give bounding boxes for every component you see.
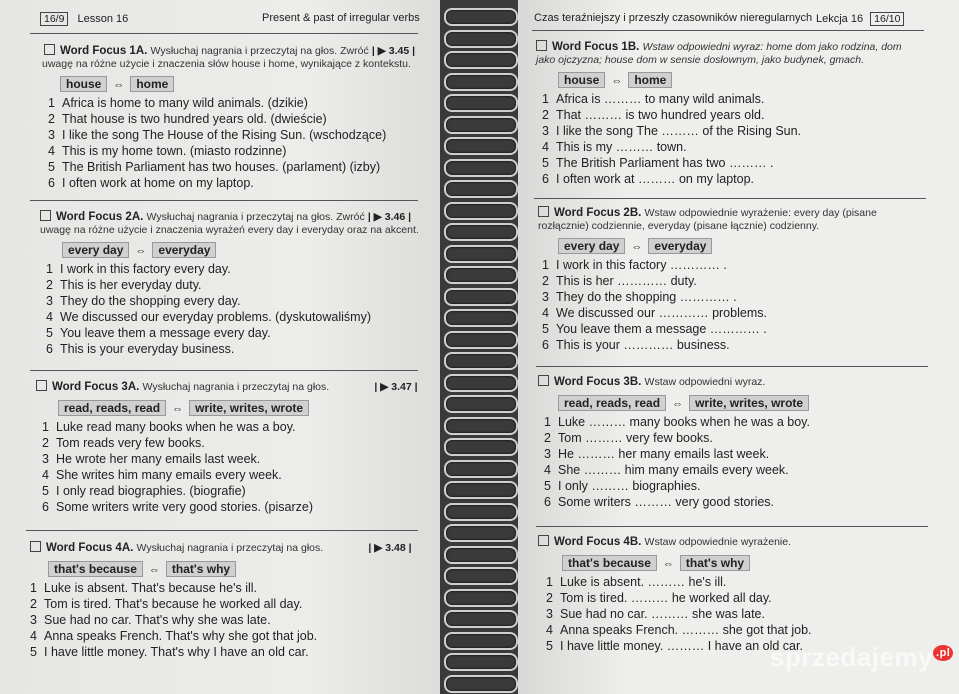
item-number: 4 xyxy=(542,306,549,320)
sentence-text: This is your ………… business. xyxy=(556,338,730,352)
item-number: 2 xyxy=(30,597,37,611)
sentence-text: I like the song The ……… of the Rising Sun. xyxy=(556,124,802,138)
spiral-ring xyxy=(444,159,518,177)
item-number: 1 xyxy=(546,575,553,589)
sentence-item xyxy=(542,139,936,155)
item-number: 5 xyxy=(542,322,549,336)
sentence-item xyxy=(30,628,420,644)
section-title: Word Focus 1B. xyxy=(552,41,640,53)
spiral-ring xyxy=(444,481,518,499)
sentence-list xyxy=(42,419,420,515)
sentence-text: He wrote her many emails last week. xyxy=(56,452,261,466)
checkbox[interactable] xyxy=(538,375,549,386)
spiral-ring xyxy=(444,288,518,306)
item-number: 4 xyxy=(542,140,549,154)
item-number: 3 xyxy=(542,124,549,138)
word-tag: that's why xyxy=(680,555,750,571)
item-number: 3 xyxy=(546,607,553,621)
left-page-number: 16/9 xyxy=(40,12,68,26)
instruction: Wstaw odpowiedni wyraz: home dom jako rodzina, dom xyxy=(642,41,902,53)
sentence-item xyxy=(546,590,938,606)
section-4a xyxy=(30,541,420,660)
sentence-item xyxy=(544,430,938,446)
sentence-list xyxy=(542,257,938,353)
sentence-item xyxy=(544,462,938,478)
divider xyxy=(30,200,418,201)
checkbox[interactable] xyxy=(536,40,547,51)
sentence-text: This is my ……… town. xyxy=(556,140,687,154)
sentence-text: Africa is home to many wild animals. (dzikie) xyxy=(62,96,308,110)
word-tag: everyday xyxy=(648,238,712,254)
divider xyxy=(536,526,928,527)
sentence-text: I work in this factory every day. xyxy=(60,262,231,276)
word-tag: read, reads, read xyxy=(58,400,166,416)
right-page xyxy=(518,0,959,694)
item-number: 6 xyxy=(542,338,549,352)
sentence-item xyxy=(46,261,420,277)
sentence-item xyxy=(542,273,938,289)
audio-track[interactable]: | ▶ 3.47 | xyxy=(374,381,418,393)
sentence-text: Tom reads very few books. xyxy=(56,436,205,450)
word-tag: every day xyxy=(558,238,625,254)
divider xyxy=(534,198,926,199)
item-number: 6 xyxy=(46,342,53,356)
spiral-ring xyxy=(444,653,518,671)
word-tag: read, reads, read xyxy=(558,395,666,411)
sentence-text: Sue had no car. That's why she was late. xyxy=(44,613,271,627)
spiral-ring xyxy=(444,460,518,478)
item-number: 4 xyxy=(30,629,37,643)
spiral-ring xyxy=(444,223,518,241)
sentence-text: He ……… her many emails last week. xyxy=(558,447,770,461)
item-number: 1 xyxy=(30,581,37,595)
sentence-item xyxy=(546,606,938,622)
section-1a xyxy=(44,44,424,191)
sentence-item xyxy=(46,293,420,309)
sentence-text: This is her everyday duty. xyxy=(60,278,202,292)
sentence-text: Sue had no car. ……… she was late. xyxy=(560,607,765,621)
spiral-ring xyxy=(444,137,518,155)
divider xyxy=(26,530,418,531)
word-tag: that's because xyxy=(48,561,143,577)
instruction: Wstaw odpowiednie wyrażenie: every day (pisane xyxy=(644,207,877,219)
sentence-item xyxy=(544,494,938,510)
spiral-ring xyxy=(444,546,518,564)
sentence-text: Luke is absent. ……… he's ill. xyxy=(560,575,727,589)
word-tag: write, writes, wrote xyxy=(189,400,309,416)
spiral-ring xyxy=(444,180,518,198)
sentence-item xyxy=(30,580,420,596)
section-title: Word Focus 4A. xyxy=(46,542,134,554)
spiral-ring xyxy=(444,589,518,607)
item-number: 1 xyxy=(42,420,49,434)
checkbox[interactable] xyxy=(44,44,55,55)
section-2a xyxy=(40,210,420,357)
instruction: Wysłuchaj nagrania i przeczytaj na głos. Zwróć xyxy=(146,211,365,223)
sentence-text: Some writers ……… very good stories. xyxy=(558,495,775,509)
right-header-title: Czas teraźniejszy i przeszły czasowników nieregularnych xyxy=(534,12,813,24)
sentence-text: This is my home town. (miasto rodzinne) xyxy=(62,144,287,158)
item-number: 6 xyxy=(42,500,49,514)
sentence-item xyxy=(542,321,938,337)
sentence-list xyxy=(46,261,420,357)
item-number: 5 xyxy=(48,160,55,174)
divider xyxy=(536,366,928,367)
sentence-text: Luke read many books when he was a boy. xyxy=(56,420,296,434)
instruction: Wysłuchaj nagrania i przeczytaj na głos. xyxy=(142,381,330,393)
spiral-ring xyxy=(444,116,518,134)
sentence-text: She ……… him many emails every week. xyxy=(558,463,789,477)
item-number: 1 xyxy=(544,415,551,429)
sentence-item xyxy=(542,91,936,107)
item-number: 2 xyxy=(546,591,553,605)
section-title: Word Focus 3A. xyxy=(52,381,140,393)
sentence-list xyxy=(30,580,420,660)
instruction-2: rozłącznie) codziennie, everyday (pisane łącznie) codzienny. xyxy=(538,220,820,232)
sentence-text: I have little money. That's why I have an old car. xyxy=(44,645,309,659)
sentence-item xyxy=(30,596,420,612)
section-title: Word Focus 4B. xyxy=(554,536,642,548)
section-3a xyxy=(36,380,420,515)
item-number: 5 xyxy=(544,479,551,493)
item-number: 5 xyxy=(542,156,549,170)
item-number: 3 xyxy=(48,128,55,142)
item-number: 2 xyxy=(544,431,551,445)
spiral-ring xyxy=(444,417,518,435)
spiral-ring xyxy=(444,610,518,628)
spiral-ring xyxy=(444,331,518,349)
audio-track[interactable]: | ▶ 3.45 | xyxy=(371,45,416,57)
spiral-ring xyxy=(444,632,518,650)
sentence-item xyxy=(542,337,938,353)
sentence-item xyxy=(42,451,420,467)
word-tag: home xyxy=(628,72,672,88)
left-header xyxy=(40,12,128,26)
left-lesson: Lesson 16 xyxy=(77,13,129,25)
divider xyxy=(30,33,418,34)
word-tag: everyday xyxy=(152,242,216,258)
sentence-text: You leave them a message ………… . xyxy=(556,322,767,336)
sentence-item xyxy=(544,478,938,494)
instruction: Wstaw odpowiedni wyraz. xyxy=(644,376,766,388)
sentence-item xyxy=(542,171,936,187)
section-2b xyxy=(538,206,938,353)
spiral-ring xyxy=(444,503,518,521)
sentence-item xyxy=(46,309,420,325)
item-number: 3 xyxy=(544,447,551,461)
sentence-text: Anna speaks French. That's why she got that job. xyxy=(44,629,318,643)
instruction: Wstaw odpowiednie wyrażenie. xyxy=(644,536,792,548)
word-tag: every day xyxy=(62,242,129,258)
checkbox[interactable] xyxy=(538,206,549,217)
double-arrow-icon: ⇔ xyxy=(662,558,674,570)
sentence-text: Some writers write very good stories. (pisarze) xyxy=(56,500,314,514)
section-title: Word Focus 2A. xyxy=(56,211,144,223)
sentence-item xyxy=(42,483,420,499)
audio-track[interactable]: | ▶ 3.48 | xyxy=(368,542,412,554)
item-number: 6 xyxy=(48,176,55,190)
sentence-item xyxy=(30,612,420,628)
sentence-text: The British Parliament has two houses. (parlament) (izby) xyxy=(62,160,381,174)
item-number: 5 xyxy=(46,326,53,340)
spiral-ring xyxy=(444,94,518,112)
sentence-list xyxy=(48,95,424,191)
spiral-ring xyxy=(444,524,518,542)
sentence-text: Africa is ……… to many wild animals. xyxy=(556,92,765,106)
sentence-item xyxy=(544,446,938,462)
sentence-item xyxy=(42,419,420,435)
sentence-list xyxy=(542,91,936,187)
watermark: sprzedajemy $^{.pl}$ xyxy=(770,642,953,673)
item-number: 3 xyxy=(42,452,49,466)
sentence-text: I often work at home on my laptop. xyxy=(62,176,254,190)
section-title: Word Focus 3B. xyxy=(554,376,642,388)
sentence-item xyxy=(48,111,424,127)
spiral-ring xyxy=(444,352,518,370)
sentence-item xyxy=(48,127,424,143)
divider xyxy=(532,30,924,31)
item-number: 1 xyxy=(542,92,549,106)
spiral-ring xyxy=(444,202,518,220)
sentence-text: The British Parliament has two ……… . xyxy=(556,156,774,170)
double-arrow-icon: ⇔ xyxy=(148,564,160,576)
checkbox[interactable] xyxy=(40,210,51,221)
sentence-text: That house is two hundred years old. (dwieście) xyxy=(62,112,327,126)
sentence-text: They do the shopping every day. xyxy=(60,294,241,308)
section-1b xyxy=(536,40,936,187)
spiral-ring xyxy=(444,395,518,413)
spiral-ring xyxy=(444,567,518,585)
item-number: 1 xyxy=(48,96,55,110)
double-arrow-icon: ⇔ xyxy=(611,75,623,87)
checkbox[interactable] xyxy=(36,380,47,391)
sentence-item xyxy=(46,325,420,341)
sentence-text: She writes him many emails every week. xyxy=(56,468,282,482)
double-arrow-icon: ⇔ xyxy=(113,79,125,91)
right-lesson: Lekcja 16 xyxy=(816,13,864,25)
word-tag: write, writes, wrote xyxy=(689,395,809,411)
sentence-text: I only ……… biographies. xyxy=(558,479,701,493)
word-tag: that's why xyxy=(166,561,236,577)
sentence-item xyxy=(48,159,424,175)
sentence-item xyxy=(46,341,420,357)
spiral-binding xyxy=(440,0,518,694)
sentence-item xyxy=(542,257,938,273)
instruction-2: uwagę na różne użycie i znaczenia słów house i home, wynikające z kontekstu. xyxy=(42,58,411,70)
double-arrow-icon: ⇔ xyxy=(135,245,147,257)
double-arrow-icon: ⇔ xyxy=(631,241,643,253)
sentence-item xyxy=(542,107,936,123)
spiral-ring xyxy=(444,8,518,26)
sentence-item xyxy=(42,499,420,515)
sentence-text: Tom is tired. That's because he worked all day. xyxy=(44,597,303,611)
spiral-ring xyxy=(444,51,518,69)
item-number: 2 xyxy=(542,108,549,122)
sentence-item xyxy=(542,289,938,305)
sentence-item xyxy=(542,123,936,139)
instruction: Wysłuchaj nagrania i przeczytaj na głos. Zwróć xyxy=(150,45,369,57)
sentence-item xyxy=(542,305,938,321)
item-number: 4 xyxy=(544,463,551,477)
sentence-text: I work in this factory ………… . xyxy=(556,258,727,272)
item-number: 5 xyxy=(546,639,553,653)
word-tag: house xyxy=(558,72,605,88)
spiral-ring xyxy=(444,245,518,263)
spiral-ring xyxy=(444,438,518,456)
item-number: 1 xyxy=(542,258,549,272)
sentence-text: This is your everyday business. xyxy=(60,342,235,356)
sentence-text: I only read biographies. (biografie) xyxy=(56,484,246,498)
audio-track[interactable]: | ▶ 3.46 | xyxy=(367,211,412,223)
item-number: 2 xyxy=(48,112,55,126)
instruction-2: jako ojczyzna; house dom w sensie dosłownym, jako budynek, gmach. xyxy=(536,54,865,66)
right-page-number: 16/10 xyxy=(870,12,904,26)
sentence-item xyxy=(42,435,420,451)
sentence-item xyxy=(42,467,420,483)
sentence-text: I like the song The House of the Rising Sun. (wschodzące) xyxy=(62,128,387,142)
sentence-text: I often work at ……… on my laptop. xyxy=(556,172,754,186)
left-page xyxy=(0,0,440,694)
double-arrow-icon: ⇔ xyxy=(172,403,184,415)
instruction-2: uwagę na różne użycie i znaczenia wyrażeń every day i everyday oraz na akcent. xyxy=(40,224,419,236)
double-arrow-icon: ⇔ xyxy=(672,398,684,410)
item-number: 6 xyxy=(544,495,551,509)
item-number: 4 xyxy=(546,623,553,637)
sentence-text: Tom ……… very few books. xyxy=(558,431,713,445)
item-number: 2 xyxy=(46,278,53,292)
word-tag: home xyxy=(130,76,174,92)
spiral-ring xyxy=(444,309,518,327)
section-3b xyxy=(538,375,938,510)
spiral-ring xyxy=(444,30,518,48)
sentence-text: Tom is tired. ……… he worked all day. xyxy=(560,591,772,605)
item-number: 4 xyxy=(46,310,53,324)
checkbox[interactable] xyxy=(538,535,549,546)
item-number: 2 xyxy=(42,436,49,450)
sentence-text: We discussed our ………… problems. xyxy=(556,306,767,320)
sentence-item xyxy=(30,644,420,660)
sentence-item xyxy=(546,574,938,590)
item-number: 4 xyxy=(42,468,49,482)
item-number: 3 xyxy=(542,290,549,304)
left-header-title: Present & past of irregular verbs xyxy=(262,12,420,24)
spiral-ring xyxy=(444,675,518,693)
sentence-text: Luke ……… many books when he was a boy. xyxy=(558,415,810,429)
item-number: 5 xyxy=(30,645,37,659)
right-header xyxy=(816,12,904,26)
item-number: 1 xyxy=(46,262,53,276)
sentence-text: Luke is absent. That's because he's ill. xyxy=(44,581,258,595)
section-title: Word Focus 2B. xyxy=(554,207,642,219)
item-number: 2 xyxy=(542,274,549,288)
sentence-item xyxy=(48,175,424,191)
spiral-ring xyxy=(444,73,518,91)
sentence-item xyxy=(544,414,938,430)
divider xyxy=(30,370,418,371)
sentence-list xyxy=(544,414,938,510)
sentence-text: I have little money. ……… I have an old car. xyxy=(560,639,803,653)
item-number: 3 xyxy=(46,294,53,308)
item-number: 4 xyxy=(48,144,55,158)
sentence-text: Anna speaks French. ……… she got that job. xyxy=(560,623,812,637)
sentence-item xyxy=(48,95,424,111)
sentence-item xyxy=(542,155,936,171)
section-4b xyxy=(538,535,938,654)
sentence-item xyxy=(546,622,938,638)
sentence-text: They do the shopping ………… . xyxy=(556,290,737,304)
checkbox[interactable] xyxy=(30,541,41,552)
item-number: 5 xyxy=(42,484,49,498)
sentence-text: This is her ………… duty. xyxy=(556,274,697,288)
sentence-text: You leave them a message every day. xyxy=(60,326,271,340)
word-tag: that's because xyxy=(562,555,657,571)
sentence-text: That ……… is two hundred years old. xyxy=(556,108,765,122)
word-tag: house xyxy=(60,76,107,92)
spiral-ring xyxy=(444,266,518,284)
instruction: Wysłuchaj nagrania i przeczytaj na głos. xyxy=(136,542,324,554)
item-number: 6 xyxy=(542,172,549,186)
item-number: 3 xyxy=(30,613,37,627)
sentence-item xyxy=(46,277,420,293)
section-title: Word Focus 1A. xyxy=(60,45,148,57)
sentence-text: We discussed our everyday problems. (dyskutowaliśmy) xyxy=(60,310,371,324)
spiral-ring xyxy=(444,374,518,392)
sentence-item xyxy=(48,143,424,159)
